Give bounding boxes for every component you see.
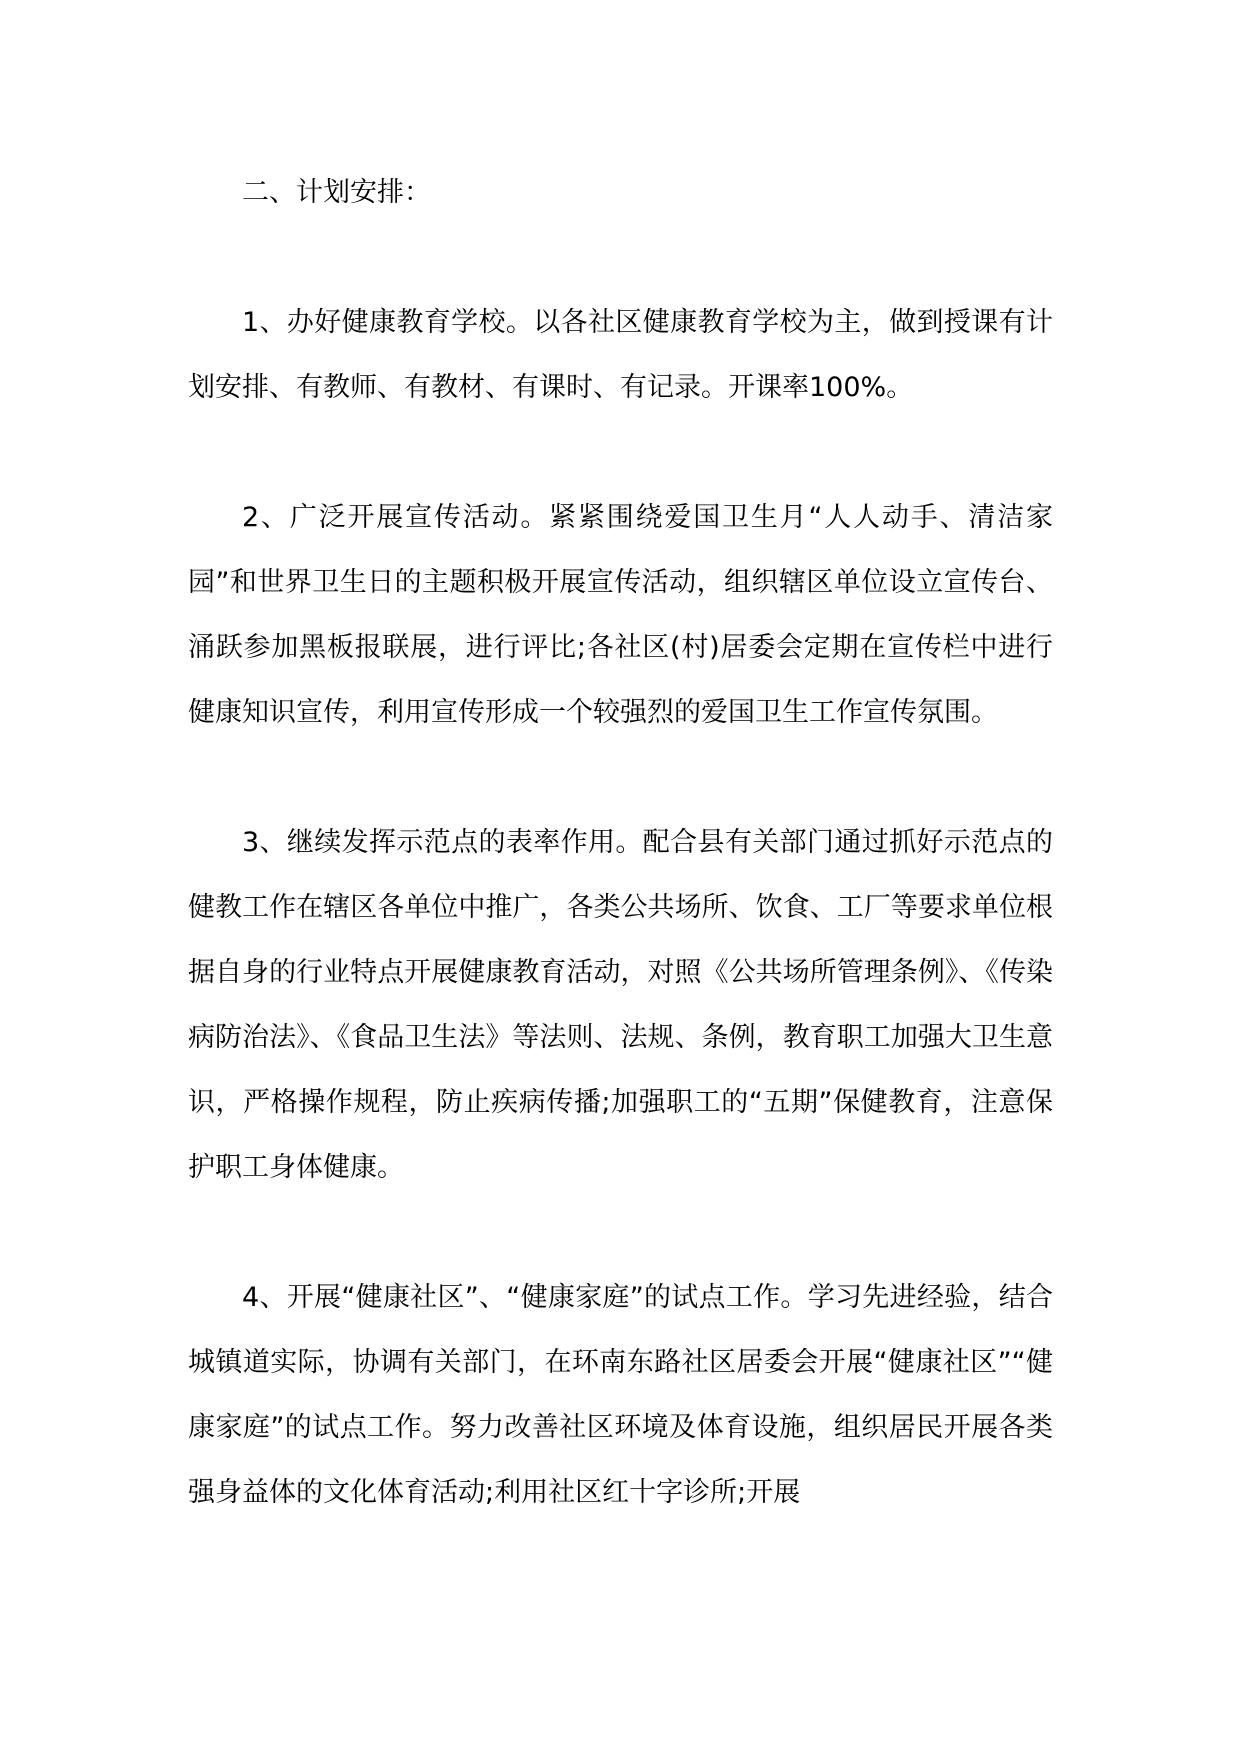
paragraph-2: 2、广泛开展宣传活动。紧紧围绕爱国卫生月“人人动手、清洁家园”和世界卫生日的主题积极开展宣传活动，组织辖区单位设立宣传台、涌跃参加黑板报联展，进行评比;各社区(村)居委会定期在宣传栏中进行健康知识宣传，利用宣传形成一个较强烈的爱国卫生工作宣传氛围。 xyxy=(188,502,1053,728)
paragraph-3: 3、继续发挥示范点的表率作用。配合县有关部门通过抓好示范点的健教工作在辖区各单位中推广，各类公共场所、饮食、工厂等要求单位根据自身的行业特点开展健康教育活动，对照《公共场所管理条例》、《传染病防治法》、《食品卫生法》等法则、法规、条例，教育职工加强大卫生意识，严格操作规程，防止疾病传播;加强职工的“五期”保健教育，注意保护职工身体健康。 xyxy=(188,827,1053,1183)
paragraph-4: 4、开展“健康社区”、“健康家庭”的试点工作。学习先进经验，结合城镇道实际，协调有关部门，在环南东路社区居委会开展“健康社区”“健康家庭”的试点工作。努力改善社区环境及体育设施，组织居民开展各类强身益体的文化体育活动;利用社区红十字诊所;开展 xyxy=(188,1282,1053,1508)
section-heading: 二、计划安排： xyxy=(242,177,431,208)
paragraph-1: 1、办好健康教育学校。以各社区健康教育学校为主，做到授课有计划安排、有教师、有教材、有课时、有记录。开课率100%。 xyxy=(188,307,1053,403)
